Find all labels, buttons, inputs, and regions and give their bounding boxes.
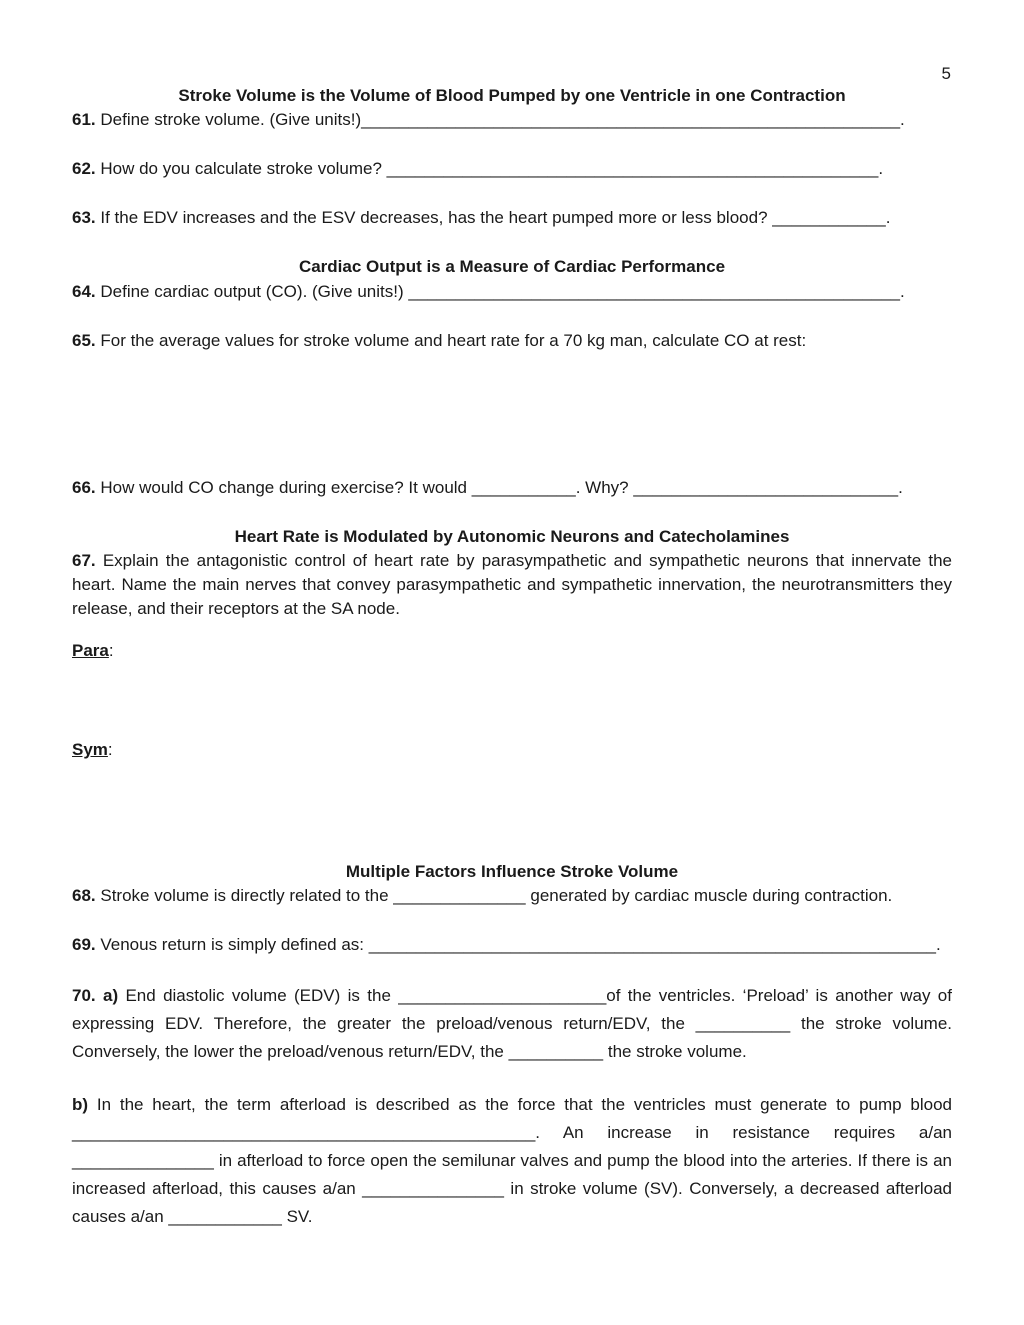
section-heading-heart-rate: Heart Rate is Modulated by Autonomic Neurons and Catecholamines [234,527,790,546]
para-answer-label [72,639,952,663]
question-text: Define stroke volume. (Give units!)_________________________________________________________. [95,110,905,129]
question-text: If the EDV increases and the ESV decreases, has the heart pumped more or less blood? ____________. [95,208,891,227]
question-text: For the average values for stroke volume and heart rate for a 70 kg man, calculate CO at rest: [95,331,807,350]
question-number: 68. [72,886,96,905]
question-64 [72,280,952,304]
question-70b [72,1091,952,1231]
question-text: Stroke volume is directly related to the ______________ generated by cardiac muscle during contraction. [95,886,893,905]
question-67 [72,549,952,621]
question-text: End diastolic volume (EDV) is the ______________________of the ventricles. ‘Preload’ is another way of expressing EDV. Therefore, the greater the preload/venous return/EDV, the __________ the stroke volume. Conversely, the lower the preload/venous return/EDV, the __________ the stroke volume. [72,986,952,1061]
sym-answer-label [72,738,952,762]
question-number: 64. [72,282,96,301]
question-62 [72,157,952,181]
question-65 [72,329,952,353]
question-number: 70. a) [72,986,119,1005]
question-70a [72,982,952,1066]
section-heading-stroke-volume-factors: Multiple Factors Influence Stroke Volume [345,862,679,881]
question-text: How do you calculate stroke volume? ____________________________________________________. [95,159,884,178]
question-number: 61. [72,110,96,129]
question-number: b) [72,1095,89,1114]
question-number: 63. [72,208,96,227]
question-66 [72,476,952,500]
section-heading-stroke-volume: Stroke Volume is the Volume of Blood Pumped by one Ventricle in one Contraction [178,86,846,105]
question-text: How would CO change during exercise? It would ___________. Why? ____________________________. [95,478,903,497]
question-number: 69. [72,935,96,954]
question-61 [72,108,952,132]
question-number: 67. [72,551,96,570]
question-number: 65. [72,331,96,350]
question-69 [72,933,952,957]
question-number: 66. [72,478,96,497]
colon: : [107,740,113,759]
question-text: Define cardiac output (CO). (Give units!) ____________________________________________________. [95,282,905,301]
page-number: 5 [941,64,951,83]
question-68 [72,884,952,908]
colon: : [108,641,114,660]
question-number: 62. [72,159,96,178]
question-text: In the heart, the term afterload is described as the force that the ventricles must generate to pump blood _________________________________________________. An increase in resistance requires a/an _______________ in afterload to force open the semilunar valves and pump the blood into the arteries. If there is an increased afterload, this causes a/an _______________ in stroke volume (SV). Conversely, a decreased afterload causes a/an ____________ SV. [72,1095,952,1226]
para-label: Para [72,641,109,660]
question-text: Venous return is simply defined as: ____________________________________________________________. [95,935,941,954]
question-63 [72,206,952,230]
sym-label: Sym [72,740,108,759]
section-heading-cardiac-output: Cardiac Output is a Measure of Cardiac Performance [298,257,726,276]
question-text: Explain the antagonistic control of heart rate by parasympathetic and sympathetic neurons that innervate the heart. Name the main nerves that convey parasympathetic and sympathetic innervation, the neurotransmitters they release, and their receptors at the SA node. [72,551,952,618]
